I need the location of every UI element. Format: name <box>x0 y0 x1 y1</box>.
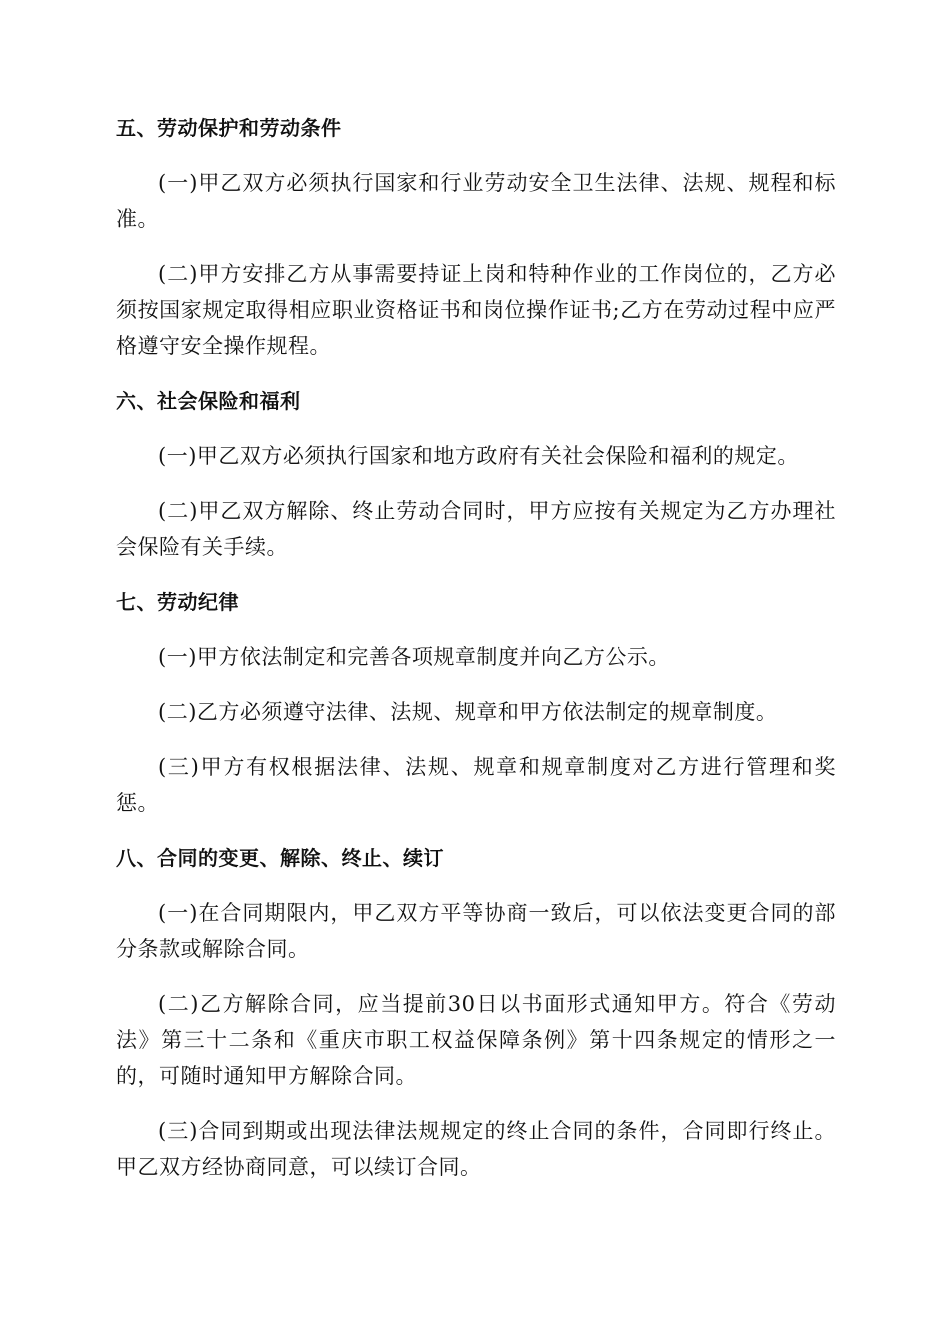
section-heading-contract-changes: 八、合同的变更、解除、终止、续订 <box>116 846 444 870</box>
paragraph: (二)甲乙双方解除、终止劳动合同时，甲方应按有关规定为乙方办理社会保险有关手续。 <box>116 499 836 559</box>
section-heading-labor-discipline: 七、劳动纪律 <box>116 590 239 614</box>
paragraph: (三)甲方有权根据法律、法规、规章和规章制度对乙方进行管理和奖惩。 <box>116 755 836 815</box>
section-heading-social-insurance: 六、社会保险和福利 <box>116 389 301 413</box>
paragraph: (一)甲乙双方必须执行国家和地方政府有关社会保险和福利的规定。 <box>158 444 799 468</box>
document-body <box>116 110 836 1204</box>
paragraph: (一)甲方依法制定和完善各项规章制度并向乙方公示。 <box>158 645 670 669</box>
paragraph: (一)甲乙双方必须执行国家和行业劳动安全卫生法律、法规、规程和标准。 <box>116 171 836 231</box>
section-heading-labor-protection: 五、劳动保护和劳动条件 <box>116 116 342 140</box>
paragraph: (二)甲方安排乙方从事需要持证上岗和特种作业的工作岗位的，乙方必须按国家规定取得相应职业资格证书和岗位操作证书;乙方在劳动过程中应严格遵守安全操作规程。 <box>116 262 836 358</box>
paragraph: (二)乙方必须遵守法律、法规、规章和甲方依法制定的规章制度。 <box>158 700 778 724</box>
paragraph: (一)在合同期限内，甲乙双方平等协商一致后，可以依法变更合同的部分条款或解除合同。 <box>116 901 836 961</box>
paragraph: (三)合同到期或出现法律法规规定的终止合同的条件，合同即行终止。甲乙双方经协商同意，可以续订合同。 <box>116 1119 836 1179</box>
paragraph: (二)乙方解除合同，应当提前30日以书面形式通知甲方。符合《劳动法》第三十二条和《重庆市职工权益保障条例》第十四条规定的情形之一的，可随时通知甲方解除合同。 <box>116 992 836 1088</box>
